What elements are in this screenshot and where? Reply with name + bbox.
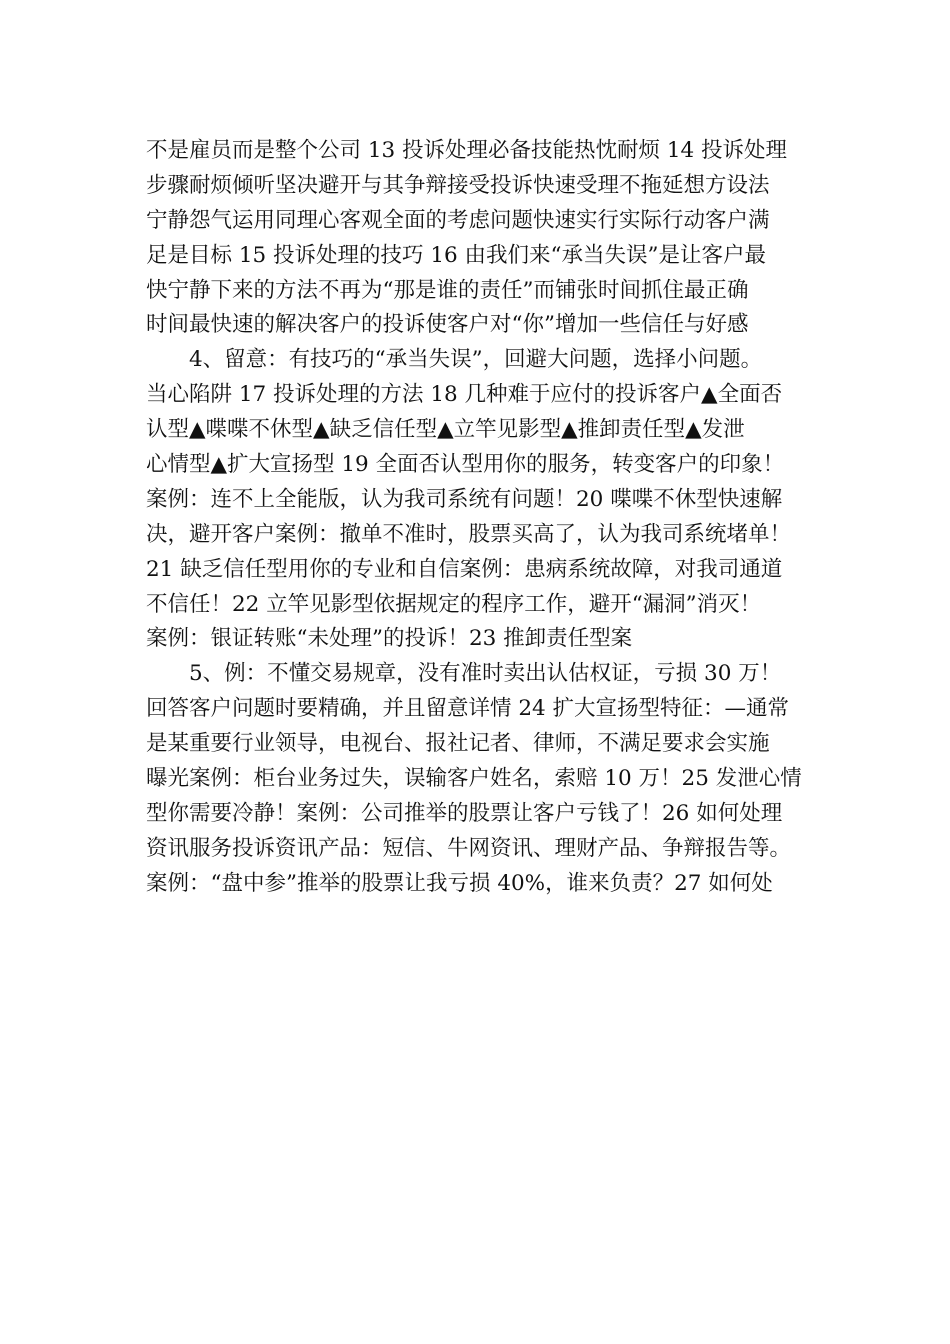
text-line: 案例：银证转账“未处理”的投诉！23 推卸责任型案 xyxy=(146,626,633,652)
text-line: 曝光案例：柜台业务过失，误输客户姓名，索赔 10 万！25 发泄心情 xyxy=(146,766,802,792)
text-line: 21 缺乏信任型用你的专业和自信案例：患病系统故障，对我司通道 xyxy=(146,556,783,582)
text-line: 资讯服务投诉资讯产品：短信、牛网资讯、理财产品、争辩报告等。 xyxy=(146,835,792,861)
text-line: 快宁静下来的方法不再为“那是谁的责任”而铺张时间抓住最正确 xyxy=(146,277,749,303)
text-line: 宁静怨气运用同理心客观全面的考虑问题快速实行实际行动客户满 xyxy=(146,207,770,233)
text-line: 案例：“盘中参”推举的股票让我亏损 40%，谁来负责？27 如何处 xyxy=(146,870,773,896)
text-line: 时间最快速的解决客户的投诉使客户对“你”增加一些信任与好感 xyxy=(146,312,749,338)
text-line: 决，避开客户案例：撤单不准时，股票买高了，认为我司系统堵单！ xyxy=(146,521,792,547)
text-line: 案例：连不上全能版，认为我司系统有问题！20 喋喋不休型快速解 xyxy=(146,486,783,512)
text-line: 心情型▲扩大宣扬型 19 全面否认型用你的服务，转变客户的印象！ xyxy=(146,452,785,478)
text-line: 认型▲喋喋不休型▲缺乏信任型▲立竿见影型▲推卸责任型▲发泄 xyxy=(146,417,745,443)
text-line: 是某重要行业领导，电视台、报社记者、律师，不满足要求会实施 xyxy=(146,731,770,757)
text-line: 回答客户问题时要精确，并且留意详情 24 扩大宣扬型特征：—通常 xyxy=(146,696,790,722)
text-line: 不信任！22 立竿见影型依据规定的程序工作，避开“漏洞”消灭！ xyxy=(146,591,762,617)
paragraph-start-line: 5、例：不懂交易规章，没有准时卖出认估权证，亏损 30 万！ xyxy=(189,661,782,687)
text-line: 足是目标 15 投诉处理的技巧 16 由我们来“承当失误”是让客户最 xyxy=(146,242,767,268)
body-text xyxy=(146,134,836,902)
paragraph-start-line: 4、留意：有技巧的“承当失误”，回避大问题，选择小问题。 xyxy=(189,347,763,373)
text-line: 型你需要冷静！案例：公司推举的股票让客户亏钱了！26 如何处理 xyxy=(146,800,783,826)
text-line: 不是雇员而是整个公司 13 投诉处理必备技能热忱耐烦 14 投诉处理 xyxy=(146,138,788,163)
text-line: 步骤耐烦倾听坚决避开与其争辩接受投诉快速受理不拖延想方设法 xyxy=(146,172,770,198)
text-line: 当心陷阱 17 投诉处理的方法 18 几种难于应付的投诉客户▲全面否 xyxy=(146,382,783,408)
